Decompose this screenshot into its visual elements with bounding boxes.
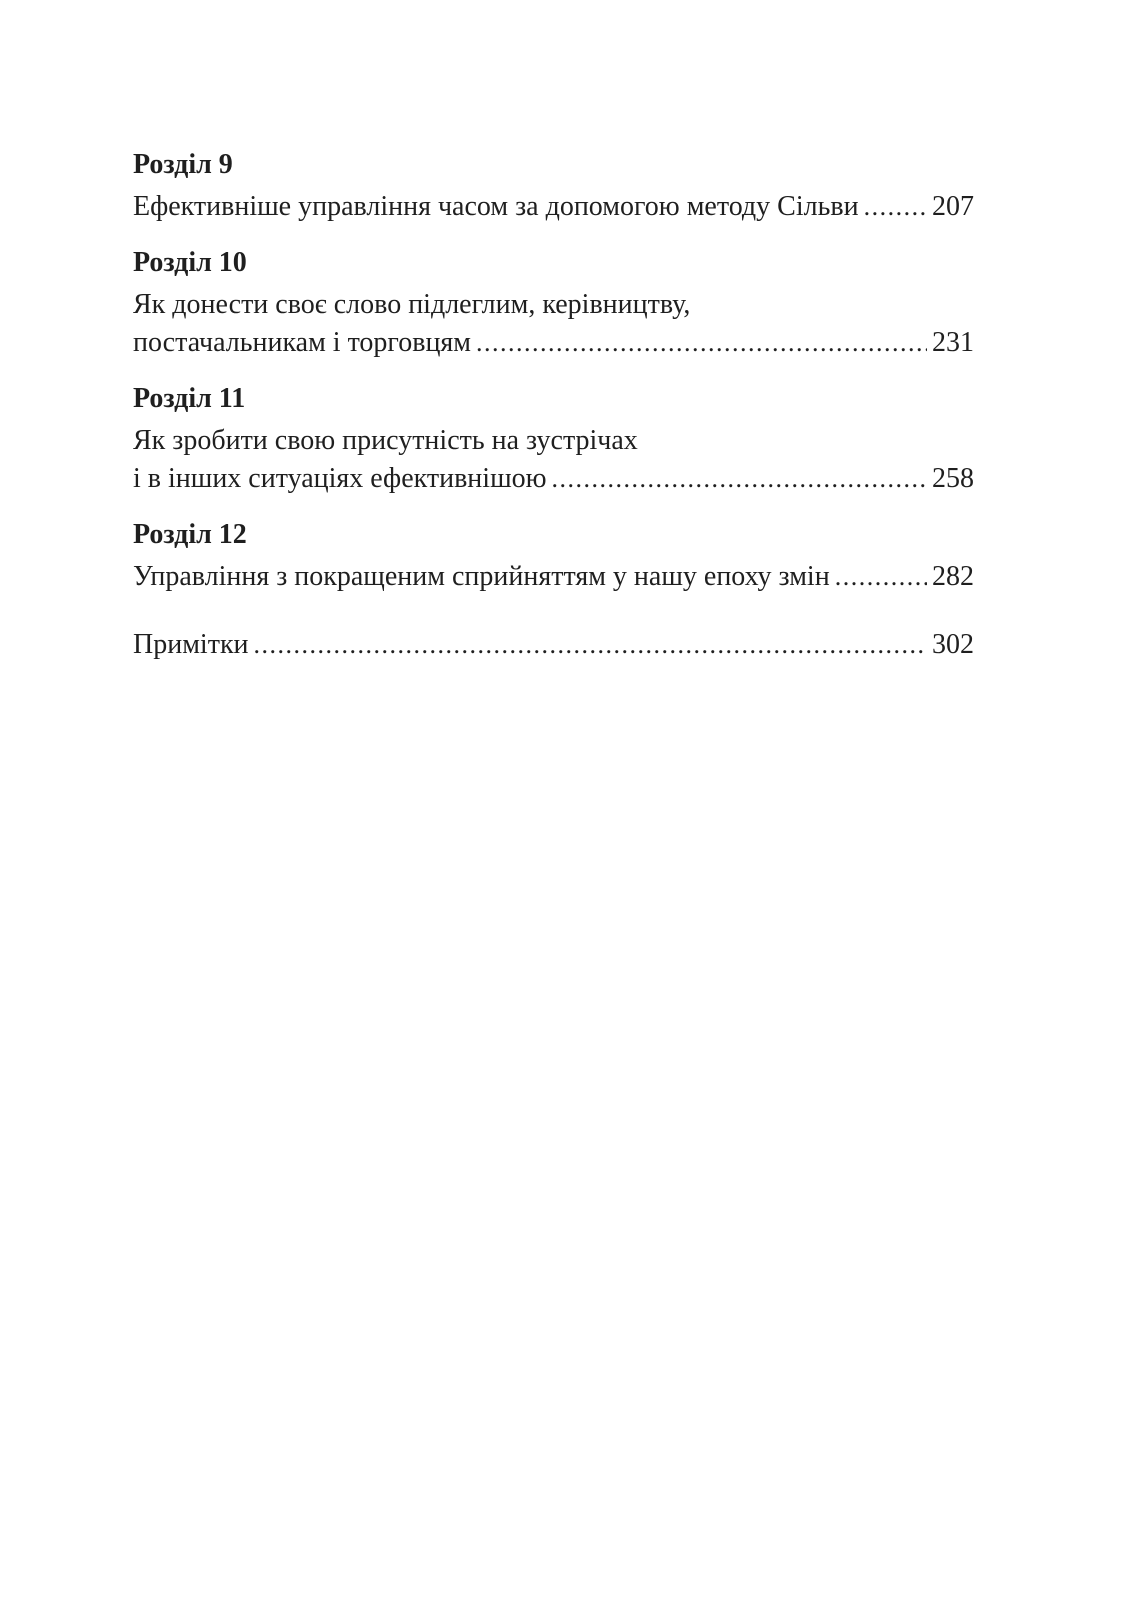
toc-entry [133, 244, 974, 362]
dot-leader [864, 188, 927, 226]
toc-line [133, 286, 974, 324]
toc-title-text: Як донести своє слово підлеглим, керівництву, [133, 289, 691, 320]
dot-leader [476, 324, 927, 362]
table-of-contents [133, 146, 974, 682]
page-number: 258 [932, 463, 974, 494]
chapter-heading: Розділ 11 [133, 383, 246, 414]
toc-title-text: Як зробити свою присутність на зустрічах [133, 425, 638, 456]
toc-entry-notes [133, 626, 974, 664]
dot-leader [254, 626, 927, 664]
toc-line [133, 626, 974, 664]
toc-line [133, 422, 974, 460]
toc-line [133, 460, 974, 498]
chapter-heading: Розділ 10 [133, 247, 247, 278]
page-number: 207 [932, 191, 974, 222]
page-number: 302 [932, 629, 974, 660]
dot-leader [552, 460, 927, 498]
toc-line [133, 558, 974, 596]
page-number: 231 [932, 327, 974, 358]
chapter-heading: Розділ 9 [133, 149, 233, 180]
toc-title-text: Примітки [133, 629, 249, 660]
toc-title-text: Управління з покращеним сприйняттям у нашу епоху змін [133, 561, 830, 592]
toc-entry [133, 380, 974, 498]
dot-leader [835, 558, 927, 596]
toc-title-text: Ефективніше управління часом за допомогою методу Сільви [133, 191, 859, 222]
toc-title-text: і в інших ситуаціях ефективнішою [133, 463, 547, 494]
page-number: 282 [932, 561, 974, 592]
toc-title-text: постачальникам і торговцям [133, 327, 472, 358]
toc-entry [133, 516, 974, 596]
toc-line [133, 324, 974, 362]
toc-line [133, 188, 974, 226]
toc-entry [133, 146, 974, 226]
chapter-heading: Розділ 12 [133, 519, 247, 550]
